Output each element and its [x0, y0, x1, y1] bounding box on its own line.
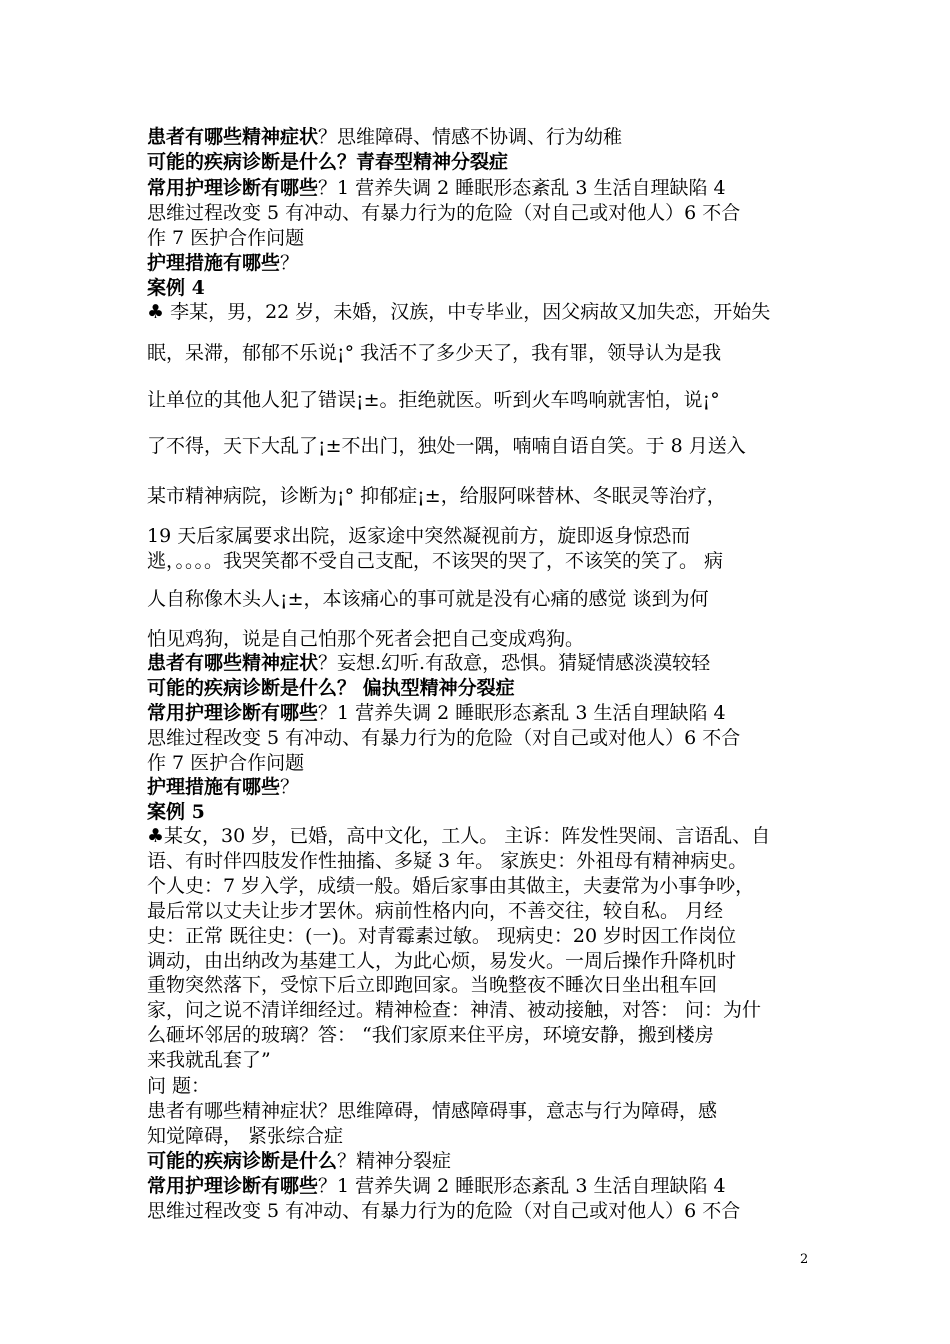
text-line — [147, 1124, 822, 1148]
line-text: 调动，由出纳改为基建工人，为此心烦，易发火。一周后操作升降机时 — [147, 950, 737, 972]
text-line — [147, 998, 822, 1022]
text-line — [147, 676, 822, 700]
text-line — [147, 549, 822, 573]
line-text: 某女，30 岁，已婚，高中文化，工人。 主诉：阵发性哭闹、言语乱、自 — [164, 825, 771, 847]
line-text: 逃，。。。。我哭笑都不受自己支配，不该哭的哭了，不该笑的笑了。 病 — [147, 550, 724, 572]
bold-heading: 常用护理诊断有哪些 — [147, 1175, 319, 1197]
line-text: 眠，呆滞，郁郁不乐说¡° 我活不了多少天了，我有罪，领导认为是我 — [147, 342, 722, 364]
text-line — [147, 824, 822, 848]
line-text: ？ — [280, 252, 300, 274]
line-text: 语、有时伴四肢发作性抽搐、多疑 3 年。 家族史：外祖母有精神病史。 — [147, 850, 748, 872]
bold-heading: 案例 4 — [147, 277, 205, 299]
text-line — [147, 524, 822, 548]
bold-heading: 护理措施有哪些 — [147, 252, 281, 274]
line-text: ？妄想.幻听.有敌意，恐惧。猜疑情感淡漠较轻 — [318, 652, 711, 674]
bold-heading: 可能的疾病诊断是什么 — [147, 1150, 338, 1172]
line-text: 最后常以丈夫让步才罢休。病前性格内向，不善交往，较自私。 月经 — [147, 900, 724, 922]
bold-heading: 患者有哪些精神症状 — [147, 652, 319, 674]
line-text: ？1 营养失调 2 睡眠形态紊乱 3 生活自理缺陷 4 — [318, 177, 726, 199]
line-text: ？思维障碍、情感不协调、行为幼稚 — [318, 126, 623, 148]
text-line — [147, 276, 822, 300]
line-text: ？1 营养失调 2 睡眠形态紊乱 3 生活自理缺陷 4 — [318, 1175, 726, 1197]
line-text: 李某，男，22 岁，未婚，汉族，中专毕业，因父病故又加失恋，开始失 — [164, 301, 771, 323]
line-text: 某市精神病院，诊断为¡° 抑郁症¡±，给服阿咪替林、冬眠灵等治疗， — [147, 485, 726, 507]
text-line — [147, 176, 822, 200]
line-text: ？ — [280, 776, 300, 798]
text-line — [147, 1023, 822, 1047]
text-line — [147, 973, 822, 997]
bold-heading: 可能的疾病诊断是什么？ 偏执型精神分裂症 — [147, 677, 515, 699]
club-bullet-icon: ♣ — [147, 825, 165, 847]
text-line — [147, 874, 822, 898]
line-text: 让单位的其他人犯了错误¡±。拒绝就医。听到火车鸣响就害怕，说¡° — [147, 389, 720, 411]
line-text: 思维过程改变 5 有冲动、有暴力行为的危险（对自己或对他人）6 不合 — [147, 202, 741, 224]
text-line — [147, 627, 822, 651]
text-line — [147, 899, 822, 923]
text-line — [147, 1048, 822, 1072]
line-text: 重物突然落下，受惊下后立即跑回家。当晚整夜不睡次日坐出租车回 — [147, 974, 718, 996]
bold-heading: 常用护理诊断有哪些 — [147, 177, 319, 199]
line-text: 么砸坏邻居的玻璃？答： “我们家原来住平房，环境安静，搬到楼房 — [147, 1024, 714, 1046]
text-line — [147, 751, 822, 775]
text-line — [147, 726, 822, 750]
text-line — [147, 651, 822, 675]
line-text: 怕见鸡狗，说是自己怕那个死者会把自己变成鸡狗。 — [147, 628, 585, 650]
line-text: 人自称像木头人¡±，本该痛心的事可就是没有心痛的感觉 谈到为何 — [147, 588, 709, 610]
line-text: 思维过程改变 5 有冲动、有暴力行为的危险（对自己或对他人）6 不合 — [147, 727, 741, 749]
text-line — [147, 201, 822, 225]
page-number: 2 — [800, 1252, 809, 1267]
line-text: 患者有哪些精神症状？思维障碍，情感障碍事，意志与行为障碍，感 — [147, 1100, 718, 1122]
line-text: 家，问之说不清详细经过。精神检查：神清、被动接触，对答： 问：为什 — [147, 999, 762, 1021]
line-text: ？1 营养失调 2 睡眠形态紊乱 3 生活自理缺陷 4 — [318, 702, 726, 724]
text-line — [147, 1074, 822, 1098]
bold-heading: 常用护理诊断有哪些 — [147, 702, 319, 724]
line-text: 了不得，天下大乱了¡±不出门，独处一隅，喃喃自语自笑。于 8 月送入 — [147, 435, 746, 457]
line-text: 问 题： — [147, 1075, 211, 1097]
text-line — [147, 388, 822, 412]
text-line — [147, 300, 822, 324]
text-line — [147, 701, 822, 725]
line-text: 作 7 医护合作问题 — [147, 227, 305, 249]
club-bullet-icon: ♣ — [147, 301, 165, 323]
bold-heading: 患者有哪些精神症状 — [147, 126, 319, 148]
text-line — [147, 150, 822, 174]
text-line — [147, 125, 822, 149]
text-line — [147, 800, 822, 824]
bold-heading: 可能的疾病诊断是什么？青春型精神分裂症 — [147, 151, 509, 173]
line-text: ？精神分裂症 — [337, 1150, 452, 1172]
bold-heading: 案例 5 — [147, 801, 205, 823]
text-line — [147, 1199, 822, 1223]
line-text: 来我就乱套了” — [147, 1049, 271, 1071]
text-line — [147, 949, 822, 973]
text-line — [147, 226, 822, 250]
line-text: 知觉障碍， 紧张综合症 — [147, 1125, 344, 1147]
line-text: 19 天后家属要求出院，返家途中突然凝视前方，旋即返身惊恐而 — [147, 525, 691, 547]
text-line — [147, 341, 822, 365]
text-line — [147, 1174, 822, 1198]
text-line — [147, 434, 822, 458]
text-line — [147, 1149, 822, 1173]
line-text: 史：正常 既往史：(一)。对青霉素过敏。 现病史：20 岁时因工作岗位 — [147, 925, 737, 947]
line-text: 个人史：7 岁入学，成绩一般。婚后家事由其做主，夫妻常为小事争吵， — [147, 875, 755, 897]
line-text: 作 7 医护合作问题 — [147, 752, 305, 774]
text-line — [147, 775, 822, 799]
bold-heading: 护理措施有哪些 — [147, 776, 281, 798]
text-line — [147, 924, 822, 948]
text-line — [147, 849, 822, 873]
text-line — [147, 484, 822, 508]
text-line — [147, 1099, 822, 1123]
text-line — [147, 251, 822, 275]
text-line — [147, 587, 822, 611]
line-text: 思维过程改变 5 有冲动、有暴力行为的危险（对自己或对他人）6 不合 — [147, 1200, 741, 1222]
